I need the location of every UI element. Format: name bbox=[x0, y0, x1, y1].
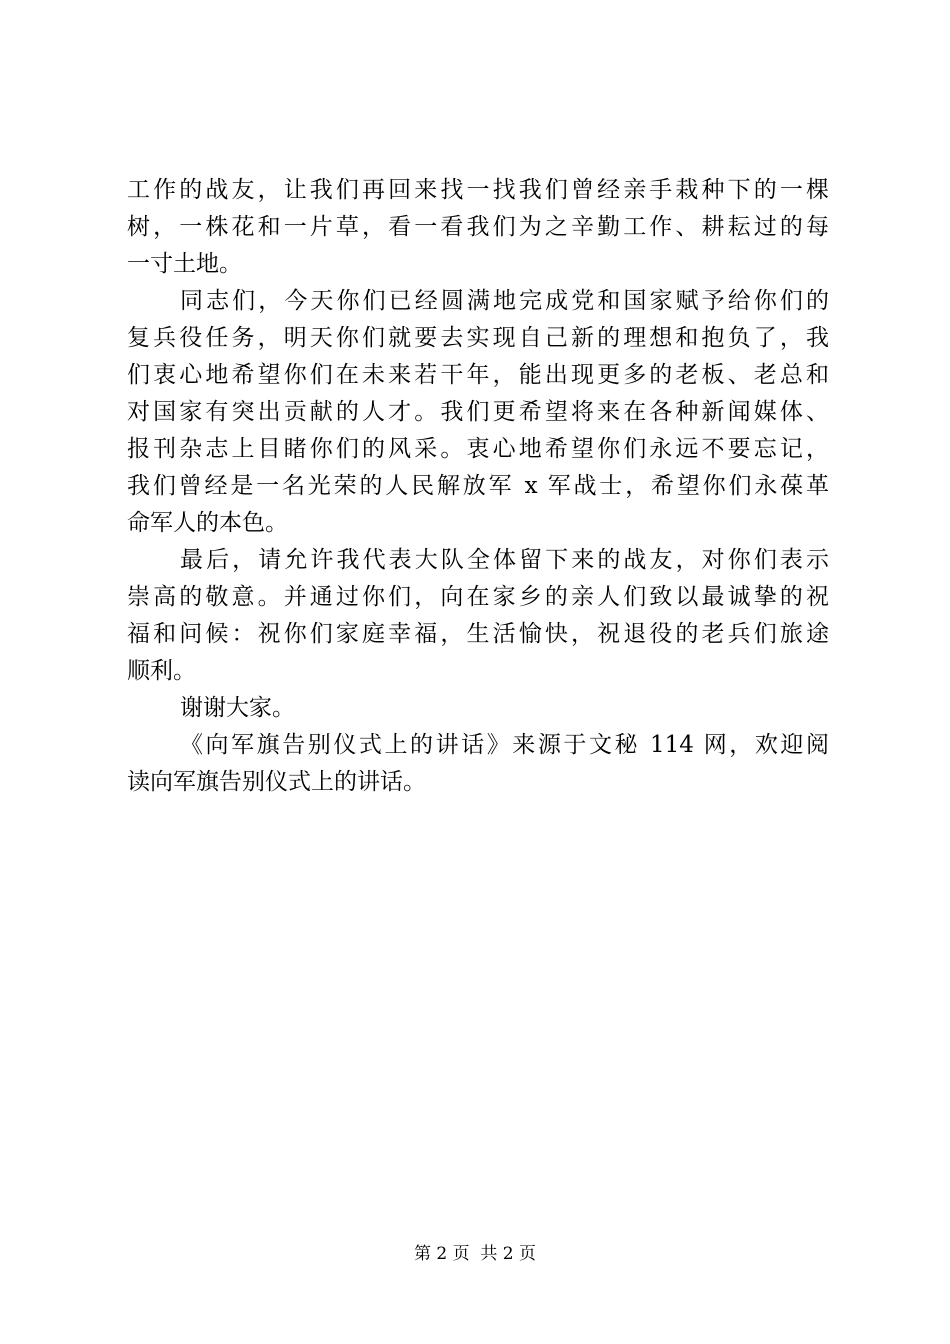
text-line: 复兵役任务，明天你们就要去实现自己新的理想和抱负了，我 bbox=[127, 325, 829, 351]
document-body bbox=[127, 172, 829, 801]
text-line: 读向军旗告别仪式上的讲话。 bbox=[127, 769, 426, 795]
text-line: 《向军旗告别仪式上的讲话》来源于文秘 114 网，欢迎阅 bbox=[180, 732, 829, 758]
text-line: 顺利。 bbox=[127, 658, 196, 684]
page-number-footer: 第 2 页 共 2 页 bbox=[413, 1244, 537, 1264]
text-line: 对国家有突出贡献的人才。我们更希望将来在各种新闻媒体、 bbox=[127, 399, 829, 425]
text-line: 命军人的本色。 bbox=[127, 510, 288, 536]
text-line: 们衷心地希望你们在未来若干年，能出现更多的老板、老总和 bbox=[127, 362, 829, 388]
text-line: 一寸土地。 bbox=[127, 251, 242, 277]
text-line: 同志们，今天你们已经圆满地完成党和国家赋予给你们的 bbox=[180, 288, 829, 314]
text-line: 报刊杂志上目睹你们的风采。衷心地希望你们永远不要忘记， bbox=[127, 436, 829, 462]
text-line: 我们曾经是一名光荣的人民解放军 x 军战士，希望你们永葆革 bbox=[127, 473, 829, 499]
text-line: 树，一株花和一片草，看一看我们为之辛勤工作、耕耘过的每 bbox=[127, 214, 829, 240]
text-line: 福和问候：祝你们家庭幸福，生活愉快，祝退役的老兵们旅途 bbox=[127, 621, 829, 647]
text-line: 崇高的敬意。并通过你们，向在家乡的亲人们致以最诚挚的祝 bbox=[127, 584, 829, 610]
text-line: 最后，请允许我代表大队全体留下来的战友，对你们表示 bbox=[180, 547, 829, 573]
text-line: 谢谢大家。 bbox=[180, 695, 295, 721]
text-line: 工作的战友，让我们再回来找一找我们曾经亲手栽种下的一棵 bbox=[127, 177, 829, 203]
